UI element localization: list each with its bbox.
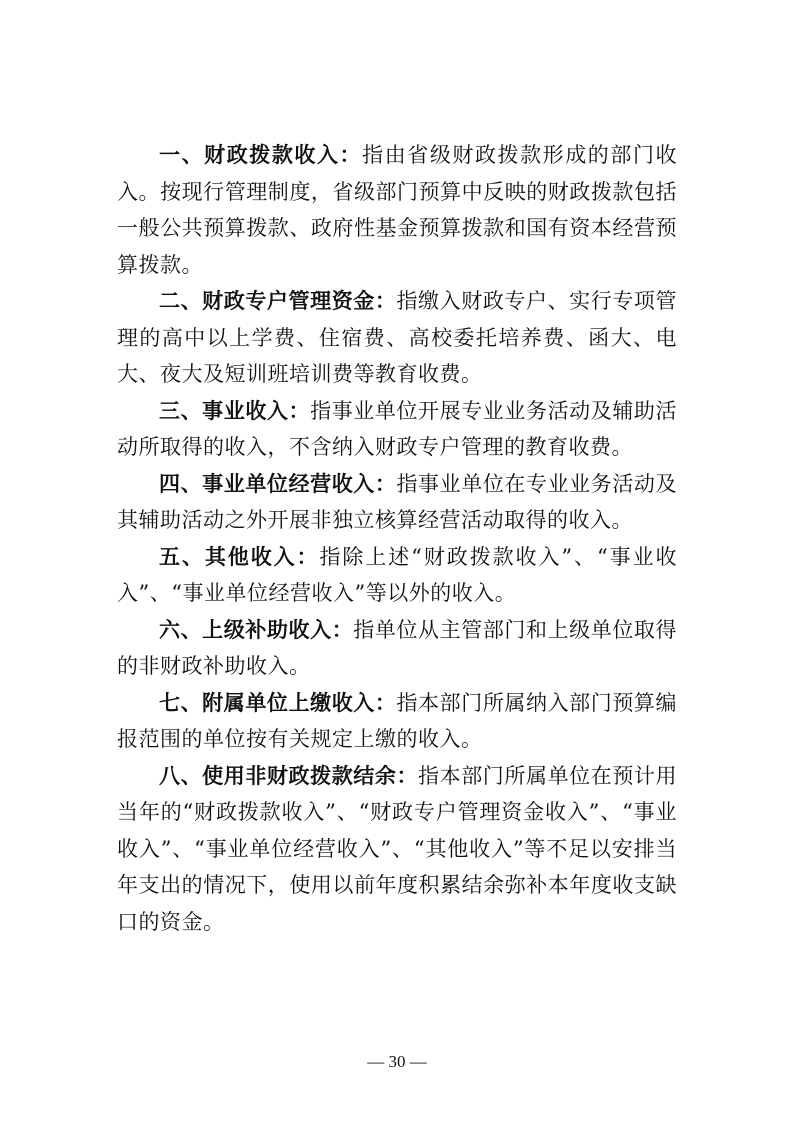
definition-affiliated-unit-remittance-income (117, 685, 677, 758)
definition-term: 二、财政专户管理资金： (159, 289, 397, 313)
definition-public-institution-operating-income (117, 466, 677, 539)
definition-text: 指缴入财政专户、实行专项管理的高中以上学费、住宿费、高校委托培养费、函大、电大、夜大及短训班培训费等教育收费。 (117, 289, 678, 386)
definition-text: 指单位从主管部门和上级单位取得的非财政补助收入。 (117, 617, 678, 678)
definition-text: 指事业单位开展专业业务活动及辅助活动所取得的收入，不含纳入财政专户管理的教育收费。 (117, 398, 677, 459)
page-number: — 30 — (367, 1052, 427, 1071)
definition-term: 四、事业单位经营收入： (159, 471, 397, 496)
definition-fiscal-special-account-funds (117, 283, 677, 393)
document-body (117, 137, 677, 940)
definition-text: 指事业单位在专业业务活动及其辅助活动之外开展非独立核算经营活动取得的收入。 (117, 471, 678, 532)
definition-term: 五、其他收入： (159, 544, 320, 569)
definition-text: 指本部门所属单位在预计用当年的“财政拨款收入”、“财政专户管理资金收入”、“事业收入”、“事业单位经营收入”、“其他收入”等不足以安排当年支出的情况下，使用以前年度积累结余弥补本年度收支缺口的资金。 (117, 763, 678, 934)
definition-text: 指由省级财政拨款形成的部门收入。按现行管理制度，省级部门预算中反映的财政拨款包括一般公共预算拨款、政府性基金预算拨款和国有资本经营预算拨款。 (117, 143, 678, 277)
definition-business-income (117, 393, 677, 466)
definition-term: 七、附属单位上缴收入： (159, 690, 397, 715)
definition-other-income (117, 539, 677, 612)
definition-term: 三、事业收入： (159, 398, 311, 423)
definition-fiscal-appropriation-income (117, 137, 677, 283)
definition-term: 一、财政拨款收入： (159, 143, 363, 167)
definition-use-of-non-fiscal-balance (117, 758, 677, 941)
definition-term: 八、使用非财政拨款结余： (159, 763, 419, 788)
definition-text: 指除上述“财政拨款收入”、“事业收入”、“事业单位经营收入”等以外的收入。 (117, 544, 677, 605)
definition-higher-level-subsidy-income (117, 612, 677, 685)
definition-text: 指本部门所属纳入部门预算编报范围的单位按有关规定上缴的收入。 (117, 690, 678, 751)
definition-term: 六、上级补助收入： (159, 617, 354, 642)
